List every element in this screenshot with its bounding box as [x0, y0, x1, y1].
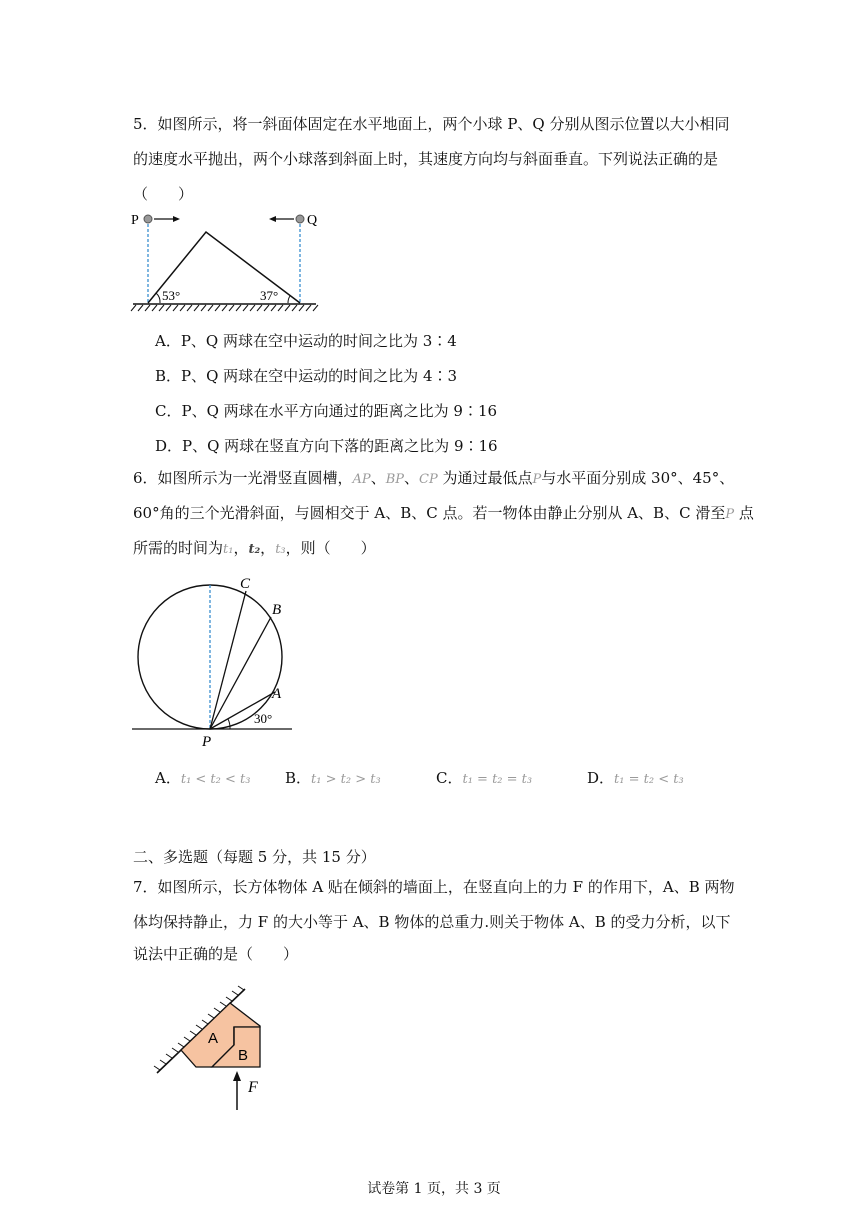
q6-stem-line2-text: 60°角的三个光滑斜面，与圆相交于 A、B、C 点。若一物体由静止分别从 A、B、C 滑至: [133, 504, 726, 522]
q6-stem-line3: [133, 538, 376, 560]
q5-stem-line2: 的速度水平抛出，两个小球落到斜面上时，其速度方向均与斜面垂直。下列说法正确的是: [133, 150, 719, 168]
q6-stem-line2-end: 点: [734, 504, 754, 522]
q6-chord-cp: [210, 591, 246, 729]
section-heading-multiple-choice: 二、多选题（每题 5 分，共 15 分）: [133, 848, 376, 866]
q5-ball-p: [144, 215, 152, 223]
q6-label-c: C: [240, 576, 251, 592]
q6-sep3: ，: [233, 539, 249, 557]
q6-math-t2: t₂: [248, 542, 261, 557]
q6-stem-text-b: 为通过最低点: [437, 469, 533, 487]
q7-figure: [150, 985, 275, 1115]
q6-math-t1: t₁: [223, 542, 234, 557]
q6-angle-arc: [228, 719, 230, 729]
q6-stem-line1: [133, 468, 734, 490]
q7-stem-line3: 说法中正确的是（ ）: [133, 945, 299, 963]
q5-answer-bracket: （ ）: [133, 185, 194, 203]
q6-option-d-formula: t₁ = t₂ < t₃: [614, 772, 684, 787]
q6-option-b-formula: t₁ > t₂ > t₃: [311, 772, 381, 787]
q5-figure: [128, 206, 323, 316]
q7-stem-line1: 7．如图所示，长方体物体 A 贴在倾斜的墙面上，在竖直向上的力 F 的作用下，A、B 两物: [133, 878, 735, 896]
q6-option-c[interactable]: [436, 768, 532, 790]
q7-label-f: F: [248, 1079, 258, 1096]
q5-angle-arc-right: [288, 296, 290, 303]
q7-label-a: A: [208, 1030, 219, 1047]
q6-math-bp: BP: [385, 472, 405, 487]
q6-label-p: P: [202, 734, 212, 750]
q5-angle-label-53: 53°: [162, 288, 181, 303]
q5-option-c[interactable]: C．P、Q 两球在水平方向通过的距离之比为 9∶16: [155, 402, 498, 420]
q7-label-b: B: [238, 1047, 249, 1064]
q5-option-a[interactable]: A．P、Q 两球在空中运动的时间之比为 3∶4: [155, 332, 457, 350]
q6-math-ap: AP: [352, 472, 371, 487]
q6-math-t3: t₃: [275, 542, 286, 557]
q6-option-b-prefix: B．: [285, 769, 312, 787]
q5-label-p: P: [131, 213, 139, 228]
q6-sep4: ，: [260, 539, 276, 557]
q5-label-q: Q: [307, 213, 318, 228]
q6-sep2: 、: [404, 469, 420, 487]
q6-stem-text-a: 6．如图所示为一光滑竖直圆槽，: [133, 469, 353, 487]
q6-option-d-prefix: D．: [587, 769, 615, 787]
q6-label-a: A: [272, 686, 282, 702]
q6-math-p1: P: [532, 472, 542, 487]
q5-angle-arc-left: [156, 293, 160, 303]
q5-ground-hatching: [131, 305, 318, 311]
q6-label-b: B: [272, 602, 282, 618]
q6-option-d[interactable]: [587, 768, 684, 790]
q6-stem-line3-text-b: ，则（ ）: [285, 539, 376, 557]
q6-option-a[interactable]: [155, 768, 250, 790]
q6-stem-line3-text-a: 所需的时间为: [133, 539, 224, 557]
q6-angle-label: 30°: [254, 711, 273, 726]
q5-stem-line1: 5．如图所示，将一斜面体固定在水平地面上，两个小球 P、Q 分别从图示位置以大小相同: [133, 115, 730, 133]
q6-math-p2: P: [725, 507, 735, 522]
q6-option-a-formula: t₁ < t₂ < t₃: [180, 772, 251, 787]
q5-option-d[interactable]: D．P、Q 两球在竖直方向下落的距离之比为 9∶16: [155, 437, 498, 455]
q5-ball-q: [296, 215, 304, 223]
q7-stem-line2: 体均保持静止，力 F 的大小等于 A、B 物体的总重力.则关于物体 A、B 的受力分析，以下: [133, 913, 731, 931]
q6-stem-text-c: 与水平面分别成 30°、45°、: [541, 469, 735, 487]
q5-option-b[interactable]: B．P、Q 两球在空中运动的时间之比为 4∶3: [155, 367, 458, 385]
q6-option-b[interactable]: [285, 768, 381, 790]
q6-option-c-formula: t₁ = t₂ = t₃: [462, 772, 533, 787]
page-footer: 试卷第 1 页，共 3 页: [367, 1181, 501, 1197]
q6-option-c-prefix: C．: [436, 769, 463, 787]
q6-option-a-prefix: A．: [155, 769, 181, 787]
q6-figure: [132, 572, 297, 750]
q6-stem-line2: [133, 503, 754, 525]
q5-angle-label-37: 37°: [260, 288, 279, 303]
q6-math-cp: CP: [419, 472, 438, 487]
q6-sep1: 、: [370, 469, 386, 487]
